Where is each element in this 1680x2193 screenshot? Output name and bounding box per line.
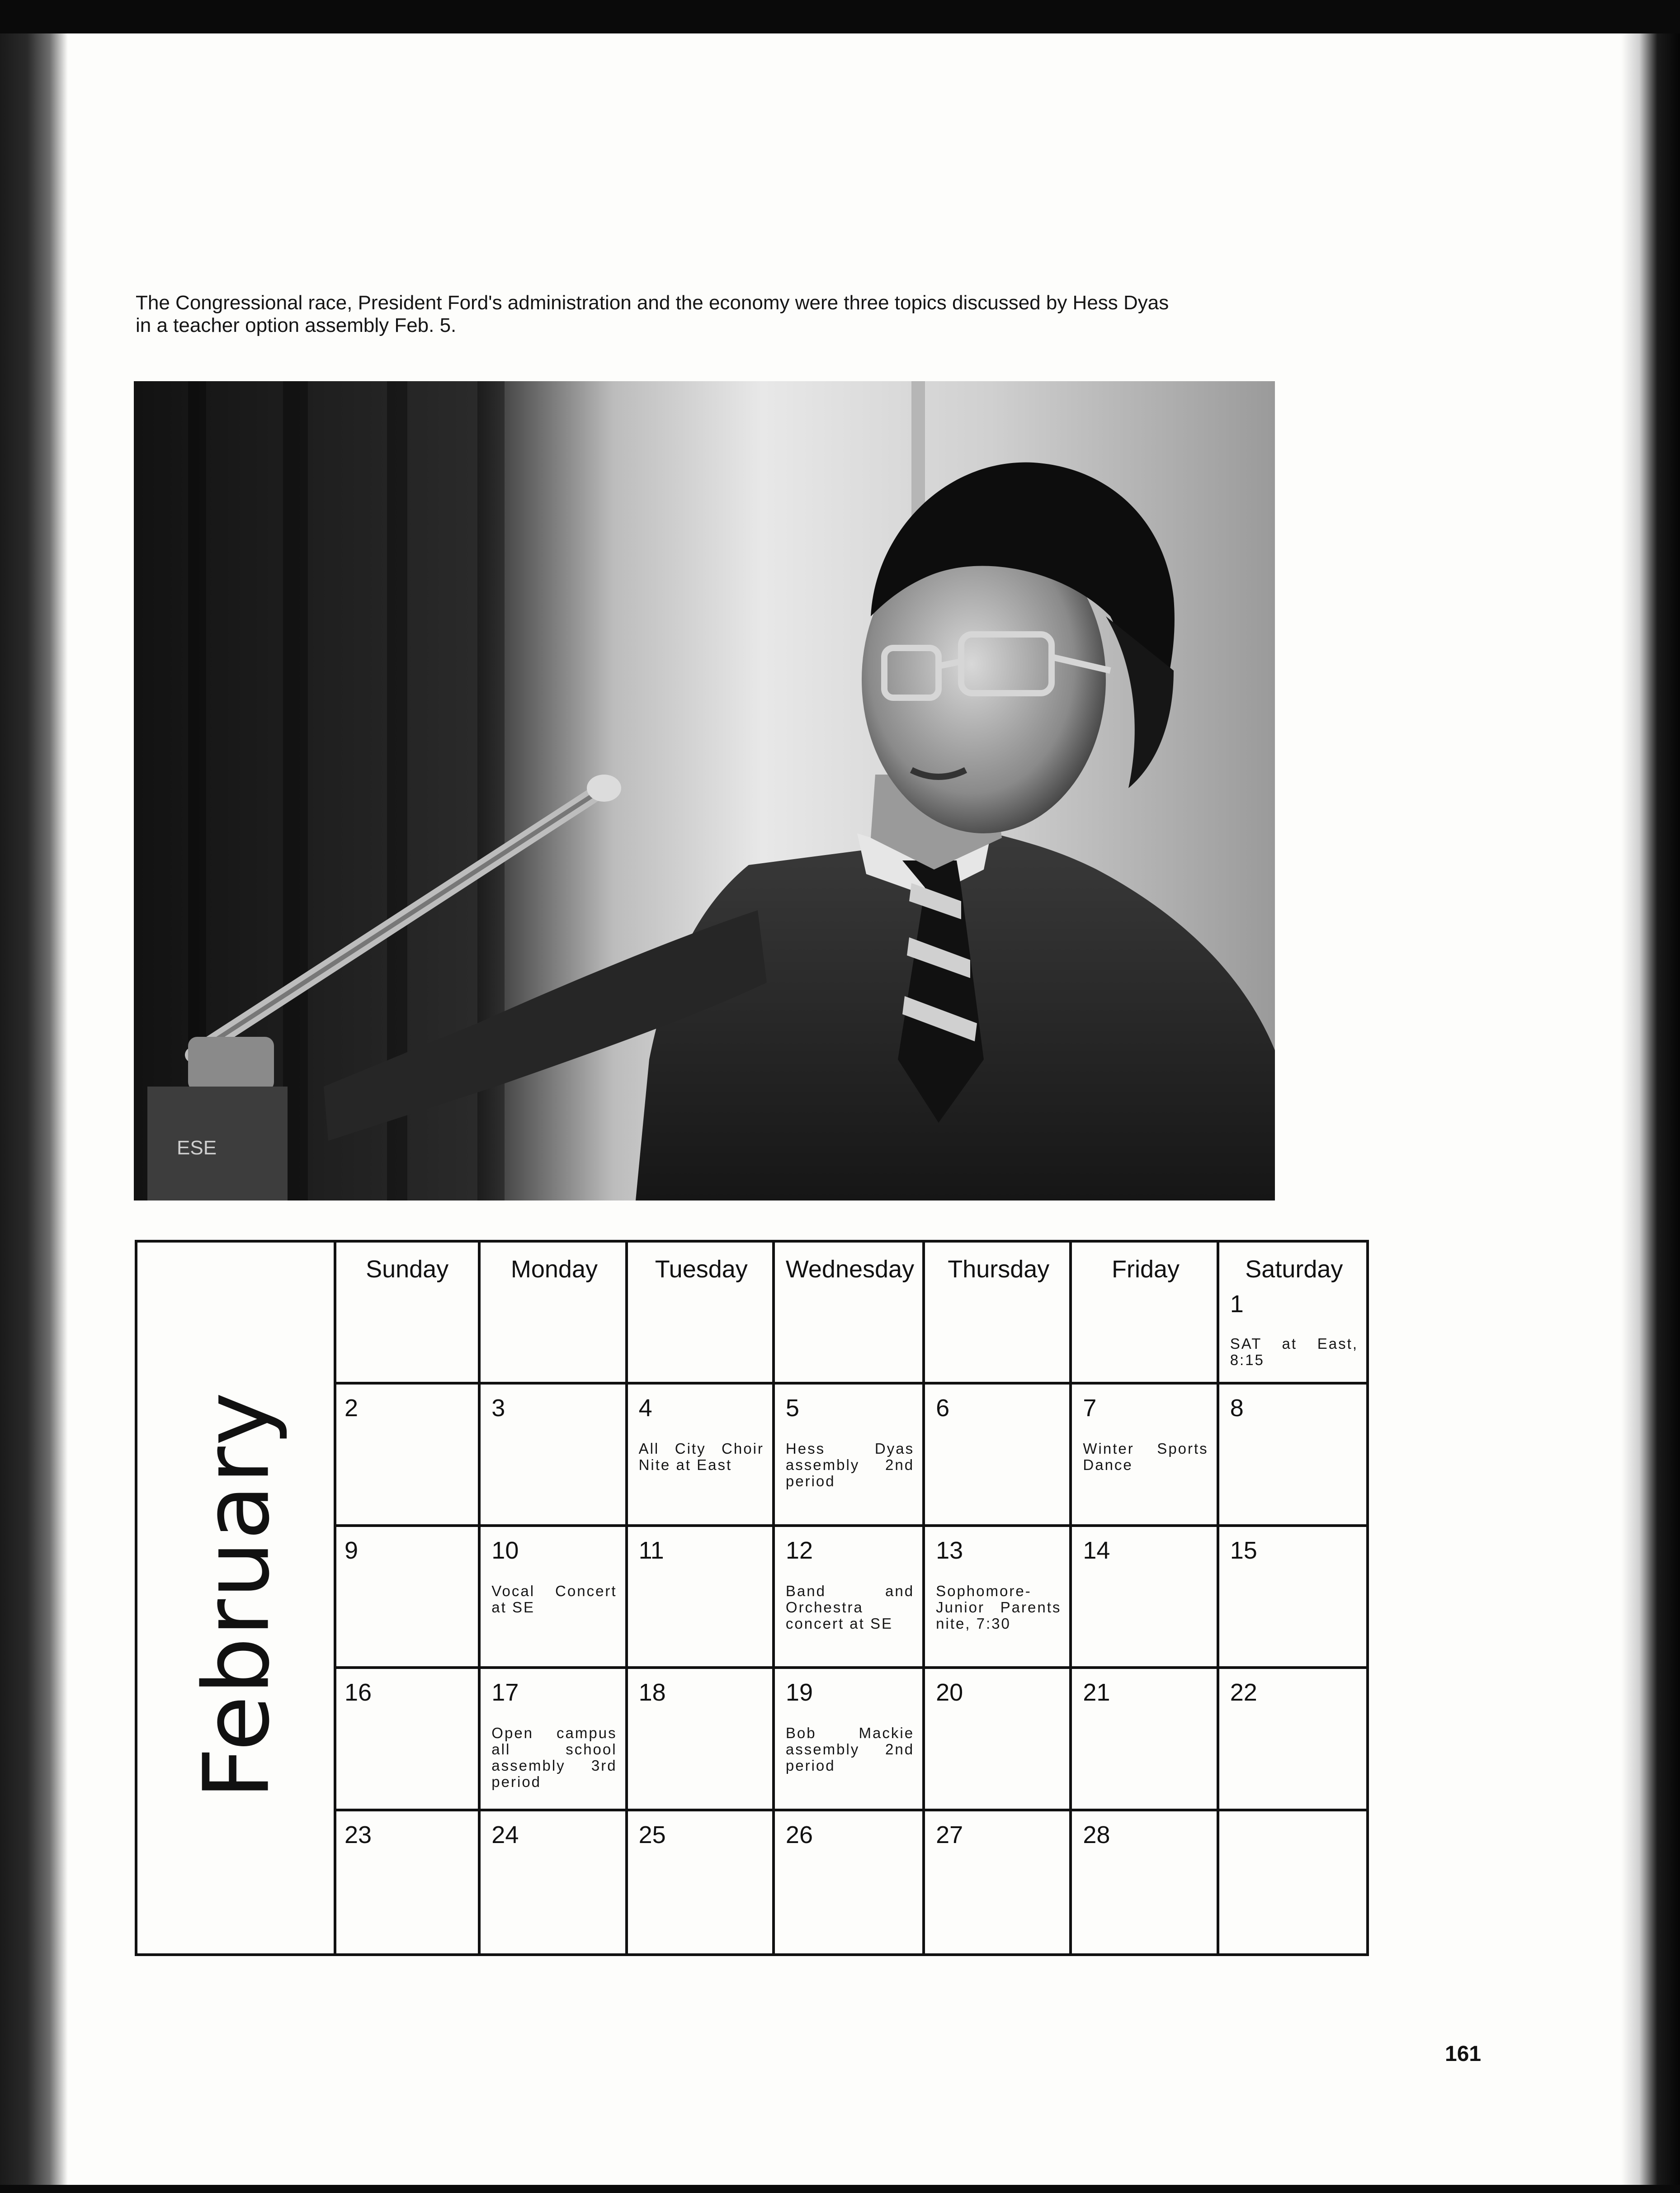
day-number: 19 [785,1679,813,1706]
calendar-cell [775,1811,925,1953]
day-number: 15 [1230,1536,1257,1564]
calendar-cell [334,1527,481,1669]
calendar-event: Vocal Concert at SE [491,1582,617,1616]
calendar-cell [1072,1243,1219,1385]
calendar-cell [1219,1669,1366,1811]
calendar-cell [628,1385,775,1527]
day-number: 11 [638,1536,664,1564]
calendar-cell [1219,1385,1366,1527]
calendar-event: All City Choir Nite at East [638,1440,764,1474]
day-number: 28 [1083,1821,1110,1848]
calendar-cell [1072,1527,1219,1669]
month-panel [137,1243,336,1953]
speaker-at-microphone-photo-icon [134,381,1275,1200]
calendar-cell [775,1527,925,1669]
day-number: 24 [491,1821,519,1848]
speaker-photo [134,381,1275,1200]
calendar-cell [925,1669,1072,1811]
day-number: 5 [785,1394,799,1422]
day-number: 9 [344,1536,359,1564]
calendar-cell [775,1385,925,1527]
day-number: 14 [1083,1536,1110,1564]
day-number: 18 [638,1679,666,1706]
calendar-cell [1219,1243,1366,1385]
calendar-cell [628,1527,775,1669]
weekday-header: Thursday [948,1256,1050,1283]
calendar-event: Winter Sports Dance [1083,1440,1208,1474]
day-number: 13 [936,1536,963,1564]
calendar-event: Bob Mackie assembly 2nd period [785,1725,915,1774]
scan-left-edge [0,33,68,2193]
calendar-cell [925,1385,1072,1527]
calendar-cell [334,1385,481,1527]
weekday-header: Saturday [1245,1256,1343,1283]
calendar-cell [925,1811,1072,1953]
day-number: 7 [1083,1394,1097,1422]
calendar-cell [628,1811,775,1953]
weekday-header: Wednesday [785,1256,915,1283]
calendar-cell [925,1243,1072,1385]
day-number: 2 [344,1394,359,1422]
day-number: 23 [344,1821,372,1848]
day-number: 3 [491,1394,505,1422]
calendar-cell [775,1669,925,1811]
day-number: 17 [491,1679,519,1706]
caption-line-2: in a teacher option assembly Feb. 5. [136,314,457,336]
day-number: 8 [1230,1394,1244,1422]
calendar-event: Band and Orchestra concert at SE [785,1582,915,1632]
day-number: 22 [1230,1679,1257,1706]
weekday-header: Sunday [366,1256,449,1283]
scan-top-border [0,0,1680,33]
february-calendar [135,1240,1369,1956]
day-number: 16 [344,1679,372,1706]
photo-caption [136,292,1293,337]
calendar-grid [334,1243,1366,1953]
calendar-cell [1219,1527,1366,1669]
weekday-header: Tuesday [655,1256,748,1283]
day-number: 27 [936,1821,963,1848]
page-number: 161 [1445,2042,1482,2066]
day-number: 12 [785,1536,813,1564]
month-name: February [184,1391,290,1800]
calendar-cell [1072,1385,1219,1527]
calendar-event: Sophomore-Junior Parents nite, 7:30 [936,1582,1062,1632]
calendar-cell [334,1243,481,1385]
day-number: 26 [785,1821,813,1848]
day-number: 21 [1083,1679,1110,1706]
calendar-event: Hess Dyas assembly 2nd period [785,1440,915,1490]
day-number: 20 [936,1679,963,1706]
calendar-cell [628,1669,775,1811]
day-number: 6 [936,1394,950,1422]
day-number: 10 [491,1536,519,1564]
caption-line-1: The Congressional race, President Ford's administration and the economy were three topics discussed by Hess Dyas [136,292,1169,314]
weekday-header: Friday [1112,1256,1180,1283]
calendar-cell [628,1243,775,1385]
calendar-cell [1219,1811,1366,1953]
calendar-cell [481,1385,628,1527]
day-number: 4 [638,1394,652,1422]
weekday-header: Monday [510,1256,598,1283]
calendar-cell [775,1243,925,1385]
day-number: 1 [1230,1290,1244,1318]
calendar-cell [481,1811,628,1953]
calendar-event: SAT at East, 8:15 [1230,1335,1358,1368]
calendar-event: Open campus all school assembly 3rd period [491,1725,617,1791]
calendar-cell [481,1669,628,1811]
calendar-cell [334,1669,481,1811]
day-number: 25 [638,1821,666,1848]
calendar-cell [481,1243,628,1385]
calendar-cell [1072,1669,1219,1811]
calendar-cell [1072,1811,1219,1953]
calendar-cell [925,1527,1072,1669]
scan-right-edge [1621,33,1680,2193]
calendar-cell [334,1811,481,1953]
scan-bottom-border [0,2185,1680,2193]
podium-mark: ESE [177,1137,217,1159]
calendar-cell [481,1527,628,1669]
